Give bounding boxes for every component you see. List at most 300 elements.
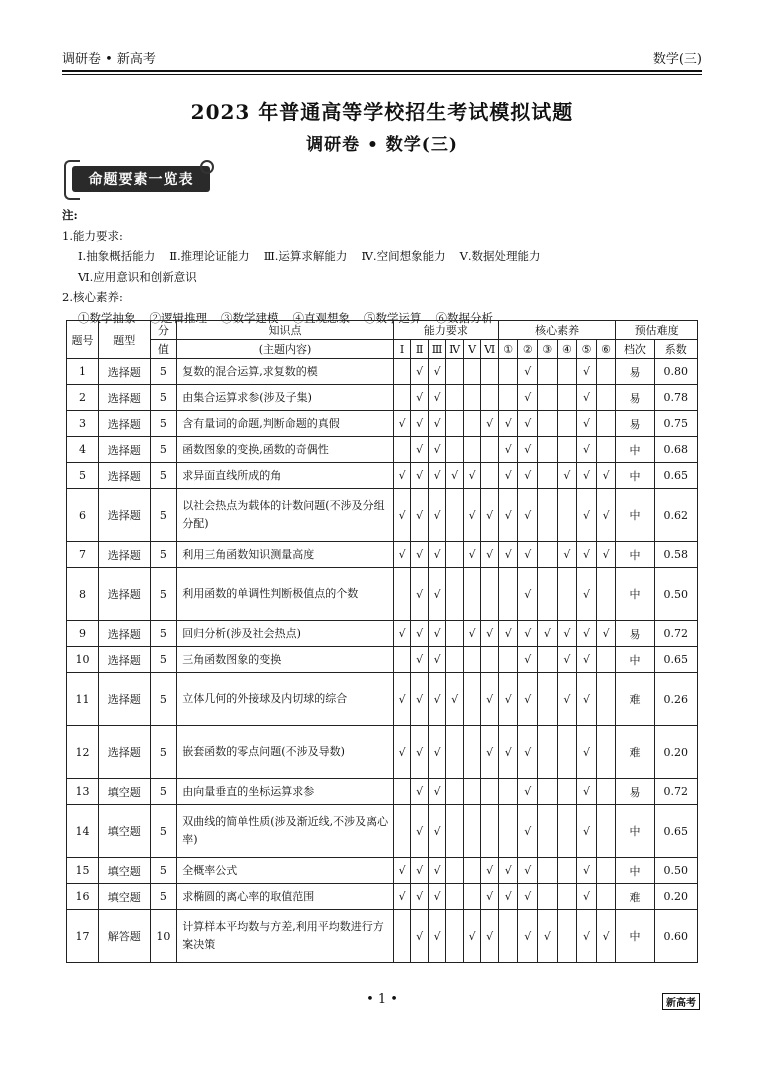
literacy-cell — [538, 647, 558, 673]
literacy-cell: √ — [577, 542, 597, 568]
literacy-col-header: ⑥ — [596, 340, 616, 359]
table-row — [67, 385, 698, 411]
difficulty-coef: 0.72 — [654, 621, 697, 647]
question-type: 选择题 — [98, 647, 150, 673]
table-row — [67, 910, 698, 963]
literacy-cell — [498, 647, 518, 673]
ability-cell — [463, 647, 481, 673]
literacy-cell: √ — [577, 884, 597, 910]
ability-cell — [446, 489, 464, 542]
ability-cell — [463, 385, 481, 411]
literacy-cell — [596, 726, 616, 779]
ability-cell — [481, 805, 499, 858]
ability-col-header: Ⅳ — [446, 340, 464, 359]
difficulty-coef: 0.65 — [654, 647, 697, 673]
ability-cell: √ — [428, 359, 446, 385]
question-type: 选择题 — [98, 385, 150, 411]
literacy-col-header: ⑤ — [577, 340, 597, 359]
difficulty-level: 中 — [616, 910, 654, 963]
literacy-cell — [557, 779, 577, 805]
literacy-cell: √ — [518, 884, 538, 910]
literacy-cell: √ — [518, 910, 538, 963]
difficulty-coef: 0.78 — [654, 385, 697, 411]
knowledge-point: 嵌套函数的零点问题(不涉及导数) — [177, 726, 394, 779]
literacy-cell: √ — [498, 621, 518, 647]
knowledge-point: 复数的混合运算,求复数的模 — [177, 359, 394, 385]
question-score: 5 — [150, 489, 177, 542]
knowledge-point: 含有量词的命题,判断命题的真假 — [177, 411, 394, 437]
ability-cell — [393, 910, 411, 963]
literacy-cell: √ — [596, 463, 616, 489]
ability-cell: √ — [428, 437, 446, 463]
difficulty-coef: 0.65 — [654, 463, 697, 489]
literacy-cell — [596, 647, 616, 673]
difficulty-coef: 0.60 — [654, 910, 697, 963]
literacy-cell: √ — [577, 463, 597, 489]
literacy-cell: √ — [577, 385, 597, 411]
literacy-cell — [498, 910, 518, 963]
literacy-cell: √ — [498, 437, 518, 463]
question-type: 填空题 — [98, 858, 150, 884]
ability-item: Ⅰ.抽象概括能力 — [78, 249, 156, 263]
difficulty-coef: 0.65 — [654, 805, 697, 858]
difficulty-coef: 0.26 — [654, 673, 697, 726]
banner-text: 命题要素一览表 — [88, 172, 194, 188]
ability-cell — [446, 385, 464, 411]
ability-cell: √ — [428, 805, 446, 858]
difficulty-group-header: 预估难度 — [616, 321, 698, 340]
question-number: 17 — [67, 910, 99, 963]
difficulty-level: 中 — [616, 463, 654, 489]
ability-cell: √ — [411, 726, 429, 779]
question-score: 5 — [150, 568, 177, 621]
literacy-item: ⑤数学运算 — [364, 310, 422, 325]
question-number: 6 — [67, 489, 99, 542]
literacy-item: ③数学建模 — [221, 310, 279, 325]
literacy-cell: √ — [518, 437, 538, 463]
table-row — [67, 411, 698, 437]
knowledge-point: 求椭圆的离心率的取值范围 — [177, 884, 394, 910]
question-score: 5 — [150, 726, 177, 779]
question-number: 1 — [67, 359, 99, 385]
literacy-cell: √ — [518, 858, 538, 884]
difficulty-coef: 0.75 — [654, 411, 697, 437]
ability-item: Ⅴ.数据处理能力 — [459, 249, 541, 263]
ability-cell: √ — [411, 779, 429, 805]
page-header — [62, 44, 702, 70]
literacy-cell — [538, 411, 558, 437]
ability-cell: √ — [393, 489, 411, 542]
question-type: 填空题 — [98, 779, 150, 805]
ability-cell — [463, 359, 481, 385]
ability-col-header: Ⅴ — [463, 340, 481, 359]
literacy-cell: √ — [596, 621, 616, 647]
header-rule-thin — [62, 74, 702, 75]
difficulty-coef: 0.58 — [654, 542, 697, 568]
ability-cell: √ — [411, 359, 429, 385]
page-number: • 1 • — [366, 992, 398, 1007]
question-number: 7 — [67, 542, 99, 568]
difficulty-coef: 0.80 — [654, 359, 697, 385]
question-number: 4 — [67, 437, 99, 463]
table-row — [67, 489, 698, 542]
ability-col-header: Ⅰ — [393, 340, 411, 359]
literacy-cell: √ — [577, 910, 597, 963]
difficulty-coef: 0.72 — [654, 779, 697, 805]
literacy-col-header: ④ — [557, 340, 577, 359]
knowledge-point: 回归分析(涉及社会热点) — [177, 621, 394, 647]
col-no-header: 题号 — [67, 321, 99, 359]
literacy-cell: √ — [577, 621, 597, 647]
ability-cell — [393, 647, 411, 673]
ability-group-header: 能力要求 — [393, 321, 498, 340]
abilities-line-2 — [62, 267, 555, 288]
literacy-item: ①数学抽象 — [78, 310, 136, 325]
ability-cell: √ — [411, 437, 429, 463]
difficulty-coef: 0.68 — [654, 437, 697, 463]
ability-cell — [481, 779, 499, 805]
question-type: 选择题 — [98, 726, 150, 779]
literacy-cell: √ — [518, 779, 538, 805]
table-row — [67, 726, 698, 779]
ability-col-header: Ⅵ — [481, 340, 499, 359]
ability-item: Ⅱ.推理论证能力 — [169, 249, 250, 263]
difficulty-coef: 0.20 — [654, 726, 697, 779]
literacy-cell: √ — [577, 437, 597, 463]
literacy-cell: √ — [518, 385, 538, 411]
ability-cell — [481, 647, 499, 673]
literacy-cell — [557, 437, 577, 463]
col-type-header: 题型 — [98, 321, 150, 359]
ability-cell: √ — [481, 910, 499, 963]
table-row — [67, 858, 698, 884]
page-subtitle: 调研卷 • 数学(三) — [306, 135, 458, 155]
table-row — [67, 463, 698, 489]
ability-cell — [393, 779, 411, 805]
table-row — [67, 621, 698, 647]
table-row — [67, 437, 698, 463]
ability-cell: √ — [428, 411, 446, 437]
ability-cell: √ — [411, 673, 429, 726]
ability-cell: √ — [446, 673, 464, 726]
difficulty-level: 难 — [616, 884, 654, 910]
question-number: 13 — [67, 779, 99, 805]
literacy-cell — [596, 884, 616, 910]
question-score: 5 — [150, 463, 177, 489]
literacy-cell: √ — [498, 726, 518, 779]
ability-cell: √ — [411, 647, 429, 673]
ability-cell: √ — [463, 542, 481, 568]
ability-cell — [463, 437, 481, 463]
difficulty-coef: 0.62 — [654, 489, 697, 542]
ability-cell — [481, 568, 499, 621]
literacy-cell: √ — [518, 463, 538, 489]
literacy-cell — [538, 385, 558, 411]
literacy-cell — [538, 858, 558, 884]
ability-cell: √ — [428, 647, 446, 673]
literacy-cell — [538, 463, 558, 489]
question-type: 选择题 — [98, 568, 150, 621]
abilities-line-1 — [62, 246, 555, 267]
literacy-cell: √ — [498, 673, 518, 726]
difficulty-level: 中 — [616, 568, 654, 621]
ability-cell: √ — [393, 463, 411, 489]
literacy-item: ⑥数据分析 — [435, 310, 493, 325]
literacy-cell: √ — [557, 463, 577, 489]
literacy-cell — [557, 385, 577, 411]
literacy-cell — [538, 726, 558, 779]
ability-cell: √ — [393, 411, 411, 437]
literacy-cell — [557, 489, 577, 542]
ability-item: Ⅵ.应用意识和创新意识 — [78, 269, 197, 284]
literacy-cell — [538, 542, 558, 568]
table-row — [67, 805, 698, 858]
ability-cell — [463, 568, 481, 621]
table-row — [67, 647, 698, 673]
ability-cell: √ — [428, 542, 446, 568]
ability-cell: √ — [463, 910, 481, 963]
ability-cell: √ — [411, 463, 429, 489]
ability-cell: √ — [481, 858, 499, 884]
level-col-header: 档次 — [616, 340, 654, 359]
literacy-cell: √ — [577, 779, 597, 805]
literacy-cell: √ — [577, 411, 597, 437]
literacy-cell — [596, 858, 616, 884]
knowledge-point: 计算样本平均数与方差,利用平均数进行方案决策 — [177, 910, 394, 963]
question-score: 5 — [150, 805, 177, 858]
ability-cell: √ — [481, 621, 499, 647]
literacy-cell — [557, 805, 577, 858]
ability-cell — [463, 726, 481, 779]
ability-cell — [481, 385, 499, 411]
literacy-col-header: ① — [498, 340, 518, 359]
literacy-cell: √ — [518, 568, 538, 621]
literacy-cell: √ — [498, 884, 518, 910]
ability-cell: √ — [428, 910, 446, 963]
table-row — [67, 359, 698, 385]
ability-cell: √ — [411, 411, 429, 437]
header-left: 调研卷 • 新高考 — [62, 52, 156, 67]
ability-cell — [463, 779, 481, 805]
literacy-cell: √ — [498, 542, 518, 568]
ability-cell — [463, 858, 481, 884]
ability-cell — [446, 779, 464, 805]
ability-item: Ⅲ.运算求解能力 — [263, 249, 348, 263]
question-type: 选择题 — [98, 411, 150, 437]
literacy-cell — [557, 910, 577, 963]
table-row — [67, 779, 698, 805]
difficulty-coef: 0.50 — [654, 858, 697, 884]
col-score-header-b: 值 — [150, 340, 177, 359]
literacy-cell — [596, 805, 616, 858]
page-title: 2023 年普通高等学校招生考试模拟试题 — [190, 100, 574, 124]
ability-title: 1.能力要求: — [62, 228, 123, 243]
ability-cell: √ — [411, 385, 429, 411]
ability-cell: √ — [463, 621, 481, 647]
difficulty-level: 难 — [616, 673, 654, 726]
ability-cell — [446, 437, 464, 463]
literacy-cell — [538, 489, 558, 542]
question-number: 11 — [67, 673, 99, 726]
literacy-cell — [557, 858, 577, 884]
difficulty-level: 难 — [616, 726, 654, 779]
question-score: 5 — [150, 385, 177, 411]
ability-cell: √ — [411, 542, 429, 568]
literacy-cell — [538, 884, 558, 910]
literacy-title: 2.核心素养: — [62, 290, 123, 304]
ability-cell: √ — [428, 673, 446, 726]
col-score-header-a: 分 — [150, 321, 177, 340]
ability-cell — [446, 884, 464, 910]
difficulty-level: 中 — [616, 542, 654, 568]
ability-cell: √ — [481, 884, 499, 910]
table-row — [67, 542, 698, 568]
difficulty-level: 中 — [616, 647, 654, 673]
question-score: 5 — [150, 411, 177, 437]
ability-cell: √ — [481, 411, 499, 437]
ability-cell: √ — [428, 463, 446, 489]
ability-cell — [446, 726, 464, 779]
ability-cell — [463, 884, 481, 910]
ability-cell: √ — [428, 884, 446, 910]
literacy-cell — [557, 884, 577, 910]
ability-cell: √ — [481, 726, 499, 779]
literacy-cell: √ — [518, 726, 538, 779]
ability-cell: √ — [393, 726, 411, 779]
difficulty-level: 易 — [616, 359, 654, 385]
question-number: 3 — [67, 411, 99, 437]
literacy-cell: √ — [498, 411, 518, 437]
literacy-cell — [596, 385, 616, 411]
question-number: 8 — [67, 568, 99, 621]
question-number: 14 — [67, 805, 99, 858]
knowledge-point: 利用三角函数知识测量高度 — [177, 542, 394, 568]
ability-cell: √ — [411, 858, 429, 884]
ability-cell: √ — [428, 385, 446, 411]
literacy-cell — [538, 359, 558, 385]
ability-cell — [393, 568, 411, 621]
ability-cell — [393, 359, 411, 385]
knowledge-point: 以社会热点为载体的计数问题(不涉及分组分配) — [177, 489, 394, 542]
knowledge-point: 函数图象的变换,函数的奇偶性 — [177, 437, 394, 463]
ability-cell — [463, 805, 481, 858]
literacy-cell: √ — [557, 542, 577, 568]
ability-cell: √ — [411, 489, 429, 542]
question-type: 选择题 — [98, 673, 150, 726]
ability-cell: √ — [411, 568, 429, 621]
literacy-cell: √ — [538, 910, 558, 963]
ability-cell — [481, 437, 499, 463]
col-knowledge-header-a: 知识点 — [177, 321, 394, 340]
literacy-item: ②逻辑推理 — [149, 310, 207, 325]
literacy-cell — [596, 411, 616, 437]
scroll-curl-right — [200, 160, 214, 174]
literacy-cell: √ — [577, 726, 597, 779]
difficulty-level: 易 — [616, 385, 654, 411]
literacy-cell: √ — [498, 463, 518, 489]
literacy-cell — [538, 805, 558, 858]
ability-cell — [463, 673, 481, 726]
question-type: 选择题 — [98, 489, 150, 542]
literacy-cell: √ — [577, 673, 597, 726]
ability-cell: √ — [463, 463, 481, 489]
literacy-cell — [557, 568, 577, 621]
literacy-cell: √ — [518, 805, 538, 858]
literacy-cell — [596, 779, 616, 805]
ability-cell — [446, 359, 464, 385]
literacy-cell: √ — [557, 621, 577, 647]
requirements-table — [66, 320, 698, 963]
literacy-cell: √ — [498, 858, 518, 884]
question-type: 选择题 — [98, 463, 150, 489]
literacy-cell: √ — [557, 647, 577, 673]
question-number: 15 — [67, 858, 99, 884]
question-type: 填空题 — [98, 805, 150, 858]
question-type: 选择题 — [98, 359, 150, 385]
literacy-cell — [498, 805, 518, 858]
ability-cell: √ — [428, 779, 446, 805]
literacy-cell: √ — [577, 858, 597, 884]
question-score: 5 — [150, 673, 177, 726]
literacy-col-header: ③ — [538, 340, 558, 359]
literacy-cell — [557, 359, 577, 385]
ability-cell — [393, 437, 411, 463]
literacy-col-header: ② — [518, 340, 538, 359]
question-type: 选择题 — [98, 437, 150, 463]
ability-cell — [446, 542, 464, 568]
ability-cell: √ — [411, 910, 429, 963]
literacy-cell — [498, 779, 518, 805]
ability-cell: √ — [481, 489, 499, 542]
header-rule-thick — [62, 70, 702, 72]
ability-cell: √ — [411, 805, 429, 858]
literacy-cell: √ — [518, 621, 538, 647]
ability-cell: √ — [411, 621, 429, 647]
ability-cell — [481, 359, 499, 385]
question-score: 5 — [150, 437, 177, 463]
literacy-cell: √ — [498, 489, 518, 542]
literacy-cell: √ — [577, 568, 597, 621]
ability-cell — [446, 805, 464, 858]
question-score: 5 — [150, 359, 177, 385]
question-number: 5 — [67, 463, 99, 489]
coef-col-header: 系数 — [654, 340, 697, 359]
question-number: 16 — [67, 884, 99, 910]
knowledge-point: 双曲线的简单性质(涉及渐近线,不涉及离心率) — [177, 805, 394, 858]
literacy-cell — [557, 726, 577, 779]
literacy-cell — [596, 568, 616, 621]
ability-cell: √ — [463, 489, 481, 542]
literacy-cell — [538, 437, 558, 463]
ability-cell — [446, 621, 464, 647]
question-score: 10 — [150, 910, 177, 963]
literacy-cell: √ — [518, 647, 538, 673]
difficulty-level: 易 — [616, 621, 654, 647]
literacy-cell: √ — [596, 542, 616, 568]
ability-cell: √ — [393, 858, 411, 884]
literacy-cell — [538, 779, 558, 805]
ability-cell: √ — [446, 463, 464, 489]
literacy-cell: √ — [596, 489, 616, 542]
literacy-cell: √ — [518, 542, 538, 568]
literacy-cell — [596, 359, 616, 385]
literacy-cell: √ — [538, 621, 558, 647]
literacy-cell: √ — [596, 910, 616, 963]
literacy-cell — [596, 437, 616, 463]
question-number: 2 — [67, 385, 99, 411]
difficulty-level: 中 — [616, 437, 654, 463]
difficulty-level: 中 — [616, 489, 654, 542]
